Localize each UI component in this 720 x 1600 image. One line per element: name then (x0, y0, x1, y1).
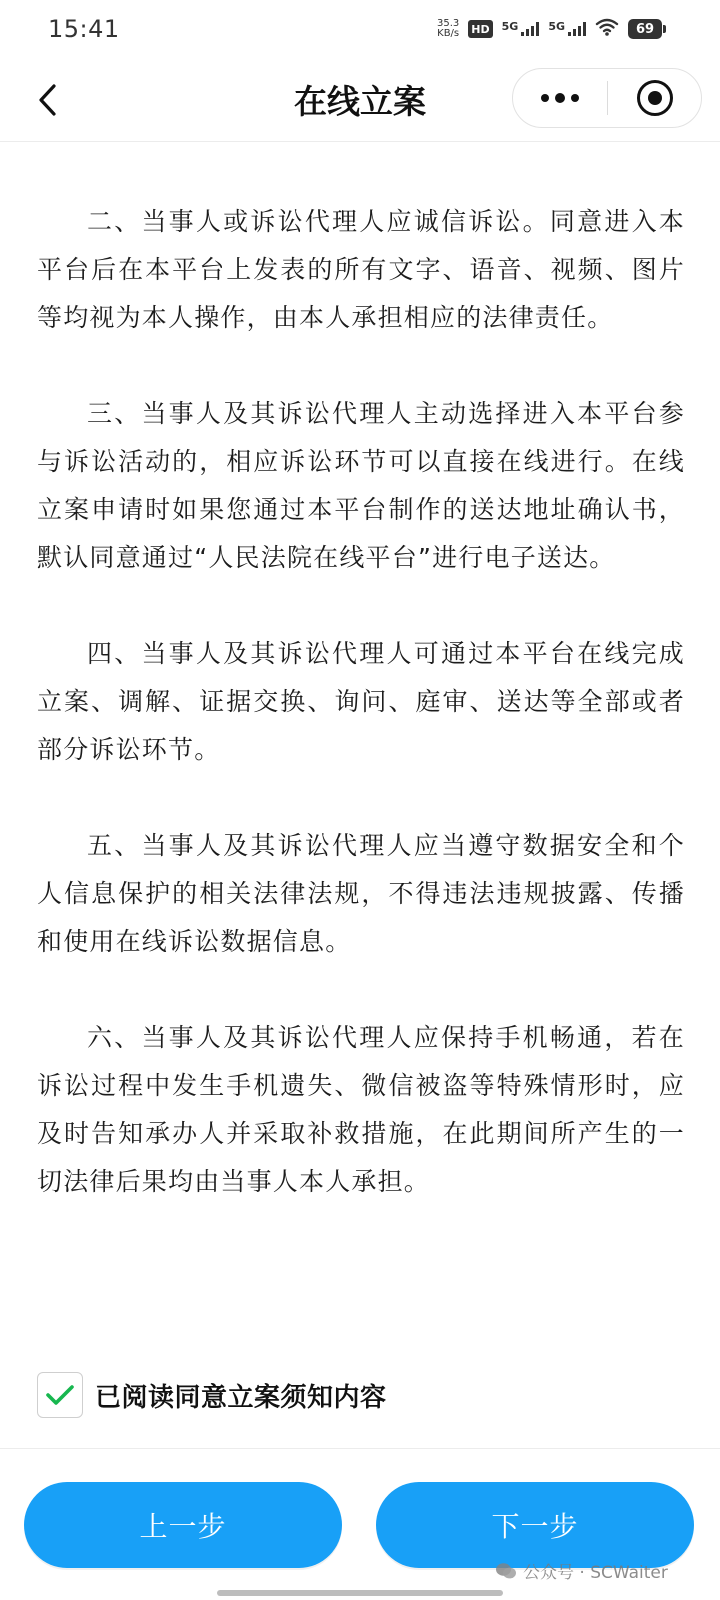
signal-icon: 5G (502, 22, 540, 36)
agreement-label[interactable]: 已阅读同意立案须知内容 (95, 1382, 387, 1413)
notice-paragraph-6: 六、当事人及其诉讼代理人应保持手机畅通，若在诉讼过程中发生手机遗失、微信被盗等特殊情形时，应及时告知承办人并采取补救措施，在此期间所产生的一切法律后果均由当事人本人承担。 (37, 1023, 685, 1196)
notice-paragraph-5: 五、当事人及其诉讼代理人应当遵守数据安全和个人信息保护的相关法律法规，不得违法违规披露、传播和使用在线诉讼数据信息。 (37, 831, 685, 956)
status-bar (0, 0, 720, 58)
watermark: 公众号 · SCWaiter (495, 1558, 668, 1583)
network-speed (437, 19, 459, 39)
back-button[interactable] (20, 72, 76, 128)
signal-icon-2: 5G (548, 22, 586, 36)
agreement-checkbox[interactable] (37, 1372, 83, 1418)
home-indicator[interactable] (217, 1590, 503, 1596)
status-icons (437, 18, 662, 40)
hd-icon: HD (468, 20, 492, 38)
next-step-button[interactable]: 下一步 (376, 1482, 694, 1568)
previous-step-button[interactable]: 上一步 (24, 1482, 342, 1568)
more-dots-icon (541, 94, 549, 102)
wechat-icon (495, 1562, 517, 1580)
footer-divider (0, 1448, 720, 1449)
chevron-left-icon (37, 83, 59, 117)
wifi-icon (595, 18, 619, 40)
page-title: 在线立案 (294, 82, 426, 121)
notice-paragraph-2: 二、当事人或诉讼代理人应诚信诉讼。同意进入本平台后在本平台上发表的所有文字、语音、视频、图片等均视为本人操作，由本人承担相应的法律责任。 (37, 207, 685, 332)
network-speed-unit: KB/s (437, 28, 460, 39)
checkmark-icon (45, 1383, 75, 1407)
close-mini-program-button[interactable] (608, 69, 701, 127)
status-time: 15:41 (48, 15, 120, 43)
network-speed-value: 35.3 (437, 18, 460, 29)
filing-notice-content (37, 198, 685, 1254)
notice-paragraph-3: 三、当事人及其诉讼代理人主动选择进入本平台参与诉讼活动的，相应诉讼环节可以直接在线进行。在线立案申请时如果您通过本平台制作的送达地址确认书，默认同意通过“人民法院在线平台”进行电子送达。 (37, 399, 685, 572)
agreement-row[interactable] (37, 1372, 387, 1418)
nav-bar (0, 58, 720, 142)
target-close-icon (637, 80, 673, 116)
notice-paragraph-4: 四、当事人及其诉讼代理人可通过本平台在线完成立案、调解、证据交换、询问、庭审、送达等全部或者部分诉讼环节。 (37, 639, 685, 764)
more-button[interactable] (513, 69, 607, 127)
mini-program-capsule (512, 68, 702, 128)
battery-icon: 69 (628, 19, 662, 39)
